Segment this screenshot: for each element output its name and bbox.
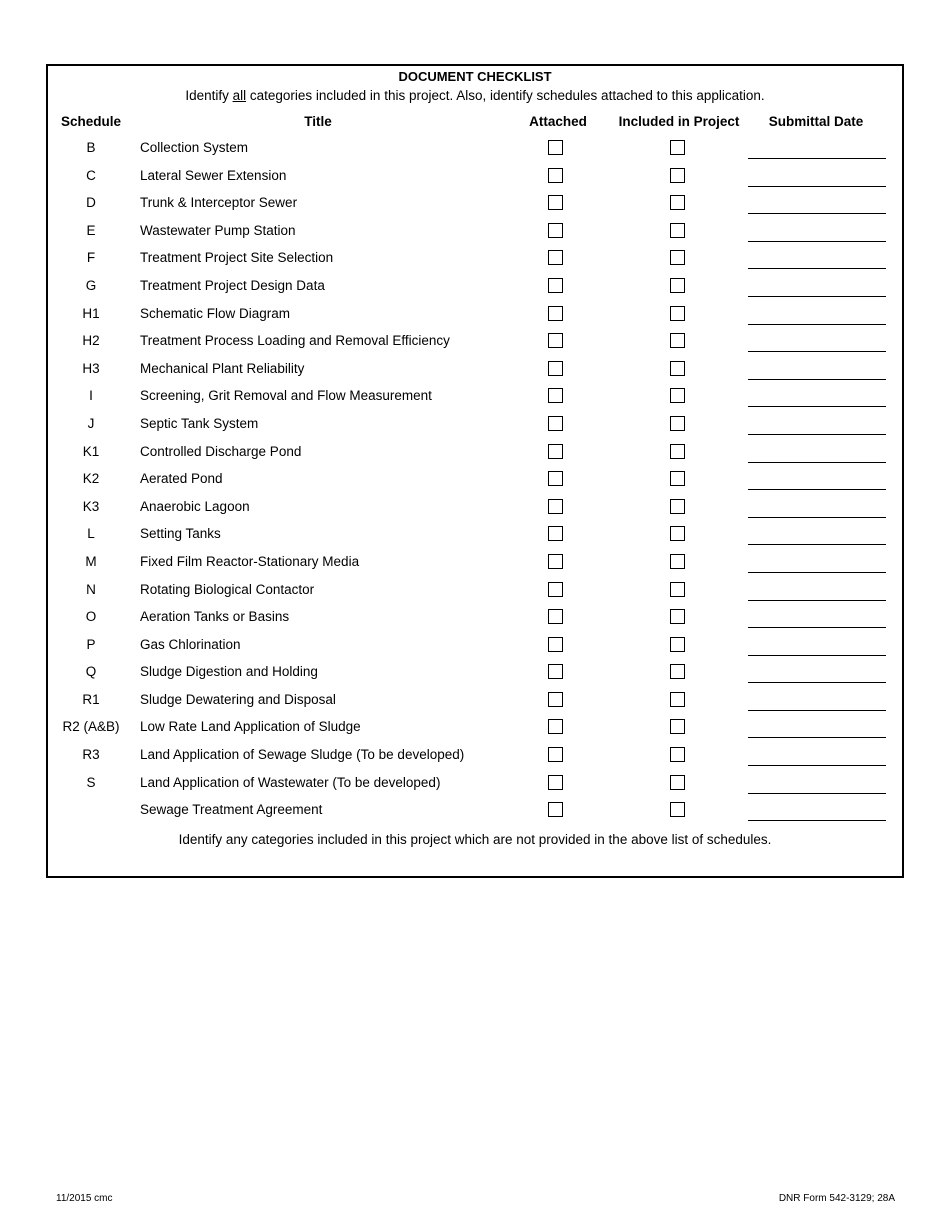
schedule-title: Sewage Treatment Agreement xyxy=(140,802,323,818)
submittal-date-field[interactable] xyxy=(748,489,886,490)
footer-revision: 11/2015 cmc xyxy=(56,1193,113,1204)
schedule-code: H2 xyxy=(82,333,100,349)
submittal-date-field[interactable] xyxy=(748,572,886,573)
schedule-code: K1 xyxy=(82,443,100,459)
attached-checkbox[interactable] xyxy=(548,664,563,679)
header-attached: Attached xyxy=(529,114,587,129)
checklist-row xyxy=(48,522,902,550)
schedule-code: D xyxy=(86,195,96,211)
header-included: Included in Project xyxy=(618,114,740,129)
schedule-title: Treatment Project Design Data xyxy=(140,277,325,293)
included-in-project-checkbox[interactable] xyxy=(670,554,685,569)
included-in-project-checkbox[interactable] xyxy=(670,637,685,652)
included-in-project-checkbox[interactable] xyxy=(670,582,685,597)
submittal-date-field[interactable] xyxy=(748,324,886,325)
schedule-title: Fixed Film Reactor-Stationary Media xyxy=(140,553,360,569)
included-in-project-checkbox[interactable] xyxy=(670,333,685,348)
submittal-date-field[interactable] xyxy=(748,434,886,435)
schedule-code: L xyxy=(87,526,95,542)
intro-text-before: Identify xyxy=(185,88,233,103)
attached-checkbox[interactable] xyxy=(548,278,563,293)
schedule-title: Rotating Biological Contactor xyxy=(140,581,315,597)
schedule-code: P xyxy=(86,636,96,652)
attached-checkbox[interactable] xyxy=(548,361,563,376)
header-submittal-date: Submittal Date xyxy=(768,114,864,129)
schedule-code: I xyxy=(89,388,93,404)
checklist-row xyxy=(48,771,902,799)
submittal-date-field[interactable] xyxy=(748,682,886,683)
schedule-code: R2 (A&B) xyxy=(62,719,120,735)
checklist-row xyxy=(48,384,902,412)
included-in-project-checkbox[interactable] xyxy=(670,692,685,707)
attached-checkbox[interactable] xyxy=(548,168,563,183)
submittal-date-field[interactable] xyxy=(748,379,886,380)
attached-checkbox[interactable] xyxy=(548,223,563,238)
attached-checkbox[interactable] xyxy=(548,554,563,569)
schedule-code: N xyxy=(86,581,96,597)
schedule-title: Land Application of Wastewater (To be developed) xyxy=(140,774,441,790)
schedule-title: Sludge Dewatering and Disposal xyxy=(140,691,336,707)
submittal-date-field[interactable] xyxy=(748,627,886,628)
attached-checkbox[interactable] xyxy=(548,471,563,486)
included-in-project-checkbox[interactable] xyxy=(670,719,685,734)
schedule-title: Screening, Grit Removal and Flow Measurement xyxy=(140,388,432,404)
schedule-code: R3 xyxy=(82,747,100,763)
attached-checkbox[interactable] xyxy=(548,499,563,514)
included-in-project-checkbox[interactable] xyxy=(670,306,685,321)
included-in-project-checkbox[interactable] xyxy=(670,747,685,762)
footer-form-number: DNR Form 542-3129; 28A xyxy=(778,1193,895,1204)
submittal-date-field[interactable] xyxy=(748,213,886,214)
checklist-row xyxy=(48,633,902,661)
schedule-title: Anaerobic Lagoon xyxy=(140,498,250,514)
submittal-date-field[interactable] xyxy=(748,544,886,545)
included-in-project-checkbox[interactable] xyxy=(670,775,685,790)
attached-checkbox[interactable] xyxy=(548,444,563,459)
submittal-date-field[interactable] xyxy=(748,655,886,656)
attached-checkbox[interactable] xyxy=(548,526,563,541)
schedule-title: Treatment Process Loading and Removal Efficiency xyxy=(140,333,450,349)
submittal-date-field[interactable] xyxy=(748,820,886,821)
included-in-project-checkbox[interactable] xyxy=(670,168,685,183)
schedule-title: Collection System xyxy=(140,140,249,155)
schedule-code: S xyxy=(86,774,96,790)
schedule-code: B xyxy=(86,140,96,155)
schedule-code: K3 xyxy=(82,498,100,514)
submittal-date-field[interactable] xyxy=(748,793,886,794)
attached-checkbox[interactable] xyxy=(548,747,563,762)
attached-checkbox[interactable] xyxy=(548,637,563,652)
attached-checkbox[interactable] xyxy=(548,140,563,155)
submittal-date-field[interactable] xyxy=(748,517,886,518)
included-in-project-checkbox[interactable] xyxy=(670,664,685,679)
schedule-title: Aeration Tanks or Basins xyxy=(140,609,290,625)
checklist-row xyxy=(48,467,902,495)
included-in-project-checkbox[interactable] xyxy=(670,361,685,376)
schedule-title: Low Rate Land Application of Sludge xyxy=(140,719,361,735)
checklist-row xyxy=(48,440,902,468)
schedule-title: Treatment Project Site Selection xyxy=(140,250,334,266)
schedule-code: Q xyxy=(85,664,97,680)
checklist-row xyxy=(48,302,902,330)
checklist-row xyxy=(48,495,902,523)
submittal-date-field[interactable] xyxy=(748,351,886,352)
submittal-date-field[interactable] xyxy=(748,765,886,766)
checklist-row xyxy=(48,798,902,826)
schedule-title: Sludge Digestion and Holding xyxy=(140,664,318,680)
checklist-row xyxy=(48,357,902,385)
document-checklist-box xyxy=(46,64,904,878)
attached-checkbox[interactable] xyxy=(548,775,563,790)
intro-text-after: categories included in this project. Also, identify schedules attached to this application. xyxy=(246,88,765,103)
schedule-title: Septic Tank System xyxy=(140,415,259,431)
schedule-code: H3 xyxy=(82,360,100,376)
included-in-project-checkbox[interactable] xyxy=(670,223,685,238)
checklist-row xyxy=(48,605,902,633)
checklist-row xyxy=(48,274,902,302)
checklist-row xyxy=(48,164,902,192)
included-in-project-checkbox[interactable] xyxy=(670,278,685,293)
checklist-intro xyxy=(48,88,902,103)
attached-checkbox[interactable] xyxy=(548,692,563,707)
schedule-code: J xyxy=(87,415,95,431)
submittal-date-field[interactable] xyxy=(748,710,886,711)
schedule-code: E xyxy=(86,222,96,238)
header-schedule: Schedule xyxy=(60,114,122,129)
attached-checkbox[interactable] xyxy=(548,388,563,403)
submittal-date-field[interactable] xyxy=(748,737,886,738)
checklist-title: DOCUMENT CHECKLIST xyxy=(398,69,552,84)
attached-checkbox[interactable] xyxy=(548,333,563,348)
intro-emphasis: all xyxy=(232,88,247,103)
schedule-title: Wastewater Pump Station xyxy=(140,222,296,238)
attached-checkbox[interactable] xyxy=(548,416,563,431)
checklist-rows xyxy=(48,136,902,826)
schedule-code: R1 xyxy=(82,691,100,707)
schedule-title: Trunk & Interceptor Sewer xyxy=(140,195,298,211)
checklist-row xyxy=(48,329,902,357)
included-in-project-checkbox[interactable] xyxy=(670,499,685,514)
submittal-date-field[interactable] xyxy=(748,406,886,407)
submittal-date-field[interactable] xyxy=(748,462,886,463)
checklist-row xyxy=(48,660,902,688)
checklist-row xyxy=(48,578,902,606)
included-in-project-checkbox[interactable] xyxy=(670,609,685,624)
attached-checkbox[interactable] xyxy=(548,609,563,624)
attached-checkbox[interactable] xyxy=(548,802,563,817)
attached-checkbox[interactable] xyxy=(548,195,563,210)
schedule-code: M xyxy=(85,553,97,569)
included-in-project-checkbox[interactable] xyxy=(670,250,685,265)
schedule-title: Mechanical Plant Reliability xyxy=(140,360,305,376)
checklist-row xyxy=(48,136,902,164)
checklist-row xyxy=(48,246,902,274)
header-title: Title xyxy=(304,114,332,129)
included-in-project-checkbox[interactable] xyxy=(670,388,685,403)
checklist-footnote: Identify any categories included in this project which are not provided in the above list of schedules. xyxy=(178,832,772,847)
checklist-row xyxy=(48,715,902,743)
submittal-date-field[interactable] xyxy=(748,241,886,242)
included-in-project-checkbox[interactable] xyxy=(670,526,685,541)
attached-checkbox[interactable] xyxy=(548,582,563,597)
submittal-date-field[interactable] xyxy=(748,268,886,269)
included-in-project-checkbox[interactable] xyxy=(670,416,685,431)
schedule-code: O xyxy=(85,609,97,625)
submittal-date-field[interactable] xyxy=(748,158,886,159)
checklist-row xyxy=(48,412,902,440)
schedule-title: Setting Tanks xyxy=(140,526,221,542)
schedule-code: G xyxy=(85,277,97,293)
schedule-title: Gas Chlorination xyxy=(140,636,241,652)
attached-checkbox[interactable] xyxy=(548,306,563,321)
attached-checkbox[interactable] xyxy=(548,719,563,734)
schedule-title: Schematic Flow Diagram xyxy=(140,305,291,321)
included-in-project-checkbox[interactable] xyxy=(670,140,685,155)
submittal-date-field[interactable] xyxy=(748,186,886,187)
schedule-title: Lateral Sewer Extension xyxy=(140,167,287,183)
checklist-row xyxy=(48,550,902,578)
included-in-project-checkbox[interactable] xyxy=(670,195,685,210)
schedule-code: C xyxy=(86,167,96,183)
schedule-title: Aerated Pond xyxy=(140,471,223,487)
schedule-code: H1 xyxy=(82,305,100,321)
schedule-code: F xyxy=(86,250,96,266)
checklist-row xyxy=(48,191,902,219)
included-in-project-checkbox[interactable] xyxy=(670,471,685,486)
schedule-title: Controlled Discharge Pond xyxy=(140,443,302,459)
schedule-code: K2 xyxy=(82,471,100,487)
included-in-project-checkbox[interactable] xyxy=(670,444,685,459)
schedule-title: Land Application of Sewage Sludge (To be developed) xyxy=(140,747,465,763)
submittal-date-field[interactable] xyxy=(748,600,886,601)
checklist-row xyxy=(48,743,902,771)
attached-checkbox[interactable] xyxy=(548,250,563,265)
checklist-row xyxy=(48,219,902,247)
included-in-project-checkbox[interactable] xyxy=(670,802,685,817)
submittal-date-field[interactable] xyxy=(748,296,886,297)
checklist-row xyxy=(48,688,902,716)
